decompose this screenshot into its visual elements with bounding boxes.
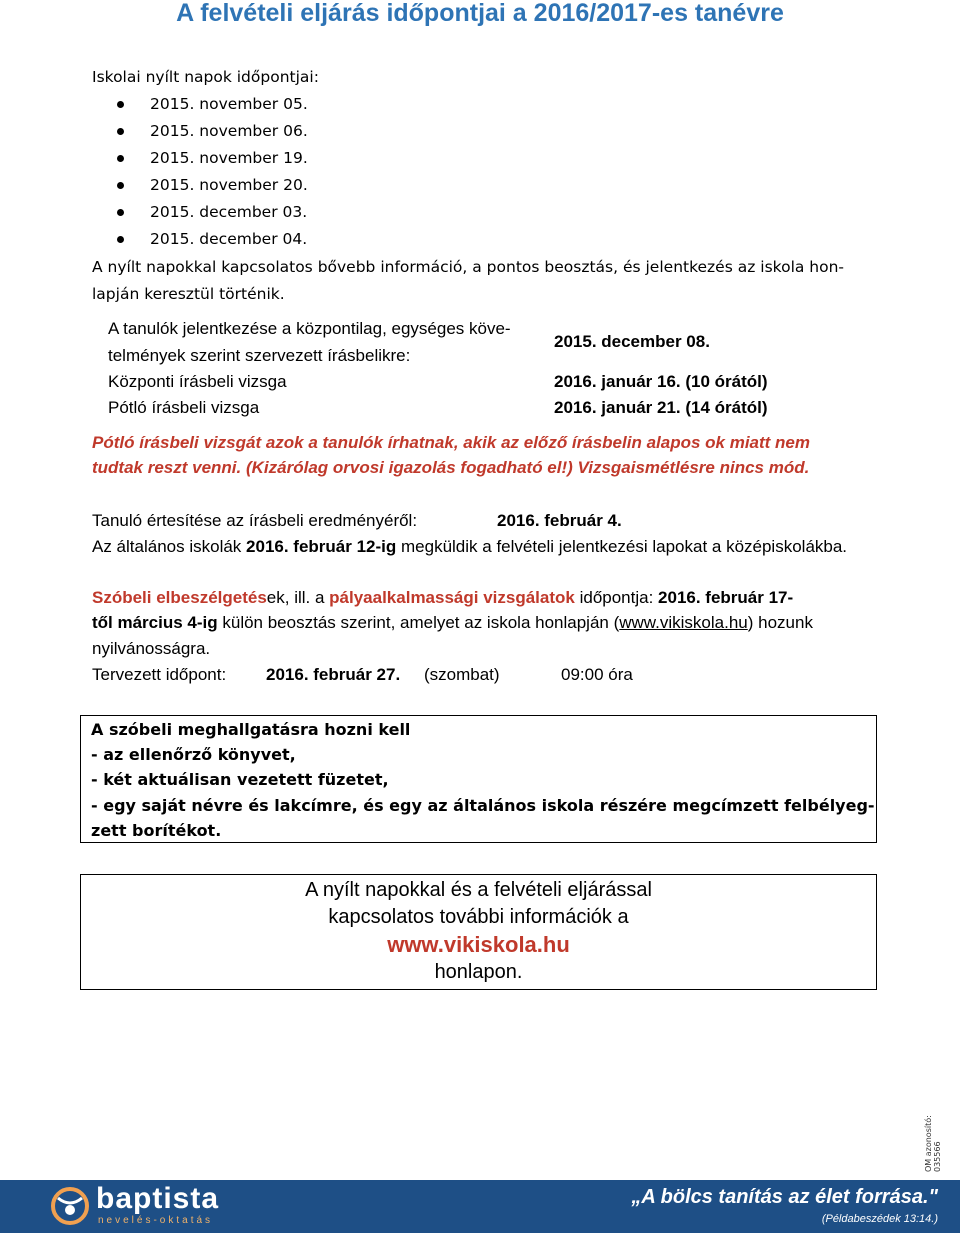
list-item: - egy saját névre és lakcímre, és egy az általános iskola részére megcímzett felbélyeg- [91,796,875,815]
oral-line: nyilvánosságra. [92,639,211,658]
school-website-link[interactable]: www.vikiskola.hu [619,613,748,632]
brand-name: baptista [96,1182,220,1215]
motto: „A bölcs tanítás az élet forrása." [631,1186,938,1208]
open-days-info-line: lapján keresztül történik. [92,285,285,303]
list-item: 2015. november 05. [150,95,308,113]
central-exam-label: Központi írásbeli vizsga [108,372,287,391]
bring-items-heading: A szóbeli meghallgatásra hozni kell [91,720,411,739]
bullet-icon [117,128,124,135]
planned-label: Tervezett időpont: [92,665,227,684]
oral-interview-label: Szóbeli elbeszélgetés [92,588,267,607]
list-item: 2015. december 04. [150,230,308,248]
website-link[interactable]: www.vikiskola.hu [387,932,570,957]
oral-date-start: 2016. február 17- [658,588,794,607]
page-title: A felvételi eljárás időpontjai a 2016/2017-es tanévre [176,0,784,27]
list-item: - az ellenőrző könyvet, [91,745,296,764]
bring-items-box [80,715,877,843]
om-id-stamp: OM azonosító: 035566 [924,1115,942,1172]
oral-line [92,584,793,611]
oral-text: időpontja: [574,588,659,607]
oral-text: ) hozunk [747,613,813,632]
planned-date: 2016. február 27. [266,665,401,684]
list-item: 2015. november 20. [150,176,308,194]
results-date: 2016. február 4. [497,511,622,530]
oral-text: külön beosztás szerint, amelyet az iskola honlapján ( [217,613,620,632]
bullet-icon [117,209,124,216]
bullet-icon [117,236,124,243]
info-box-line: honlapon. [434,961,523,983]
makeup-notice: Pótló írásbeli vizsgát azok a tanulók írhatnak, akik az előző írásbelin alapos ok miatt nem [92,433,811,452]
registration-label: telmények szerint szervezett írásbelikre: [108,346,411,365]
makeup-exam-label: Pótló írásbeli vizsga [108,398,260,417]
planned-time: 09:00 óra [561,665,633,684]
bullet-icon [117,101,124,108]
info-box-line: kapcsolatos további információk a [328,906,629,928]
list-item: - két aktuálisan vezetett füzetet, [91,770,389,789]
forward-line [92,533,847,560]
makeup-notice: tudtak reszt venni. (Kizárólag orvosi igazolás fogadható el!) Vizsgaismétlésre nincs mód. [92,458,810,477]
info-box [80,874,877,990]
bullet-icon [117,155,124,162]
list-item: 2015. november 06. [150,122,308,140]
oral-date-end: től március 4-ig [92,613,218,632]
oral-line [92,609,813,636]
open-days-info-line: A nyílt napokkal kapcsolatos bővebb információ, a pontos beosztás, és jelentkezés az iskola hon- [92,258,845,276]
forward-prefix: Az általános iskolák [92,537,247,556]
footer-banner [0,1180,960,1233]
aptitude-test-label: pályaalkalmassági vizsgálatok [329,588,575,607]
brand-subtitle: nevelés-oktatás [98,1215,214,1226]
bullet-icon [117,182,124,189]
makeup-exam-date: 2016. január 21. (14 órától) [554,398,768,417]
open-days-heading: Iskolai nyílt napok időpontjai: [92,68,319,86]
results-label: Tanuló értesítése az írásbeli eredményéről: [92,511,418,530]
baptista-logo-icon [50,1186,90,1226]
list-item: 2015. december 03. [150,203,308,221]
central-exam-date: 2016. január 16. (10 órától) [554,372,768,391]
oral-text: ek, ill. a [266,588,330,607]
list-item: 2015. november 19. [150,149,308,167]
motto-reference: (Példabeszédek 13:14.) [821,1213,938,1225]
info-box-line: A nyílt napokkal és a felvételi eljárással [305,879,652,901]
forward-date: 2016. február 12-ig [246,537,397,556]
registration-label: A tanulók jelentkezése a központilag, egységes köve- [108,319,511,338]
list-item: zett borítékot. [91,821,222,840]
forward-suffix: megküldik a felvételi jelentkezési lapokat a középiskolákba. [396,537,848,556]
planned-day: (szombat) [424,665,500,684]
registration-date: 2015. december 08. [554,332,710,351]
